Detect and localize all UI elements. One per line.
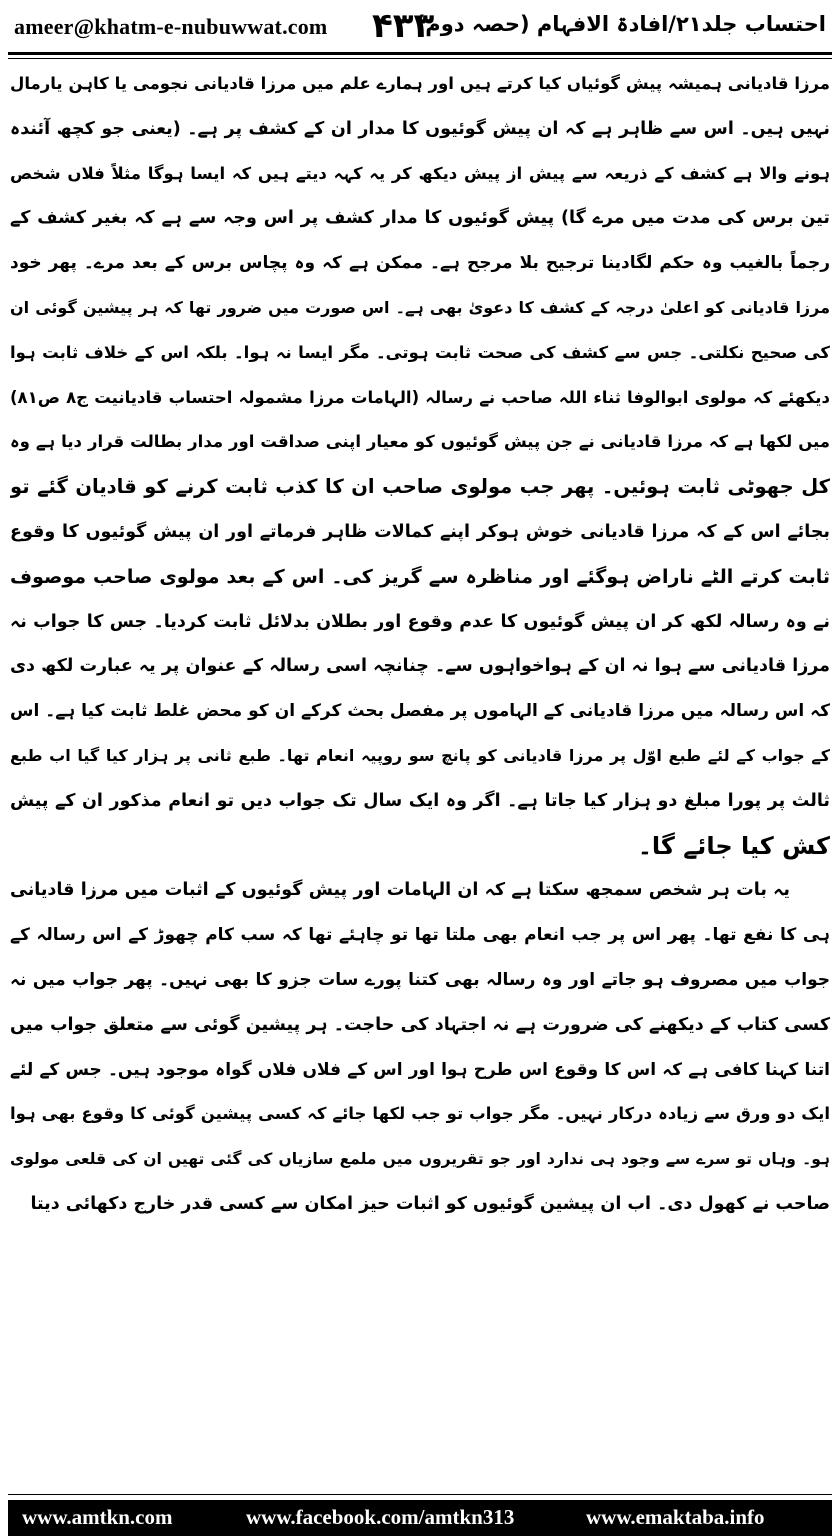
text-line: مرزا قادیانی کو اعلیٰ درجہ کے کشف کا دعویٰ بھی ہے۔ اس صورت میں ضرور تھا کہ ہر پیشین گوئی ان (10, 298, 830, 317)
page-header (0, 0, 840, 58)
page-number: ۴۳۳ (372, 6, 435, 46)
text-line: کش کیا جائے گا۔ (637, 831, 830, 860)
footer-link-emaktaba[interactable]: www.emaktaba.info (586, 1505, 765, 1529)
text-line: کی صحیح نکلتی۔ جس سے کشف کی صحت ثابت ہوتی۔ مگر ایسا نہ ہوا۔ بلکہ اس کے خلاف ثابت ہوا (10, 342, 830, 362)
text-line: ہو۔ وہاں تو سرے سے وجود ہی ندارد اور جو تقریروں میں ملمع سازیاں کی گئی تھیں ان کی قلعی مولوی (10, 1150, 830, 1169)
text-line: میں لکھا ہے کہ مرزا قادیانی نے جن پیش گوئیوں کو معیار اپنی صداقت اور مدار بطالت قرار دیا ہے وہ (10, 432, 830, 452)
text-line: ہونے والا ہے کشف کے ذریعہ سے پیش از پیش دیکھ کر یہ کہہ دیتے ہیں کہ ایسا ہوگا مثلاً فلاں شخص (10, 163, 830, 183)
text-line: اتنا کہنا کافی ہے کہ اس کا وقوع اس طرح ہوا اور اس کے فلاں فلاں گواہ موجود ہیں۔ جس کے لئے (10, 1059, 830, 1080)
page-title: احتساب جلد۲۱/افادۃ الافہام (حصہ دوم) (415, 12, 826, 36)
text-line: کہ اس رسالہ میں مرزا قادیانی کے الہاموں پر مفصل بحث کرکے ان کو محض غلط ثابت کیا ہے۔ اس (10, 701, 830, 722)
document-body (10, 62, 830, 1472)
text-line: مرزا قادیانی سے ہوا نہ ان کے ہواخواہوں سے۔ چنانچہ اسی رسالہ کے عنوان پر یہ عبارت لکھ دی (10, 656, 830, 677)
footer-link-amtkn[interactable]: www.amtkn.com (22, 1505, 173, 1529)
text-line: ثالث پر پورا مبلغ دو ہزار کیا جاتا ہے۔ اگر وہ ایک سال تک جواب دیں تو انعام مذکور ان کے پیش (10, 790, 830, 811)
text-line: کل جھوٹی ثابت ہوئیں۔ پھر جب مولوی صاحب ان کا کذب ثابت کرنے کو قادیان گئے تو (10, 475, 830, 499)
text-line: دیکھئے کہ مولوی ابوالوفا ثناء اللہ صاحب نے رسالہ (الہامات مرزا مشمولہ احتساب قادیانیت ج۸ ص۸۱) (10, 387, 830, 407)
text-line: جواب میں مصروف ہو جاتے اور وہ رسالہ بھی کتنا پورے سات جزو کا بھی نہیں۔ پھر جواب میں نہ (10, 970, 830, 990)
email-address: ameer@khatm-e-nubuwwat.com (14, 14, 328, 39)
text-line: تین برس کی مدت میں مرے گا) پیش گوئیوں کا مدار کشف پر اس وجہ سے ہے کہ بغیر کشف کے (10, 208, 830, 229)
text-line: کسی کتاب کے دیکھنے کی ضرورت ہے نہ اجتہاد کی حاجت۔ ہر پیشین گوئی سے متعلق جواب میں (10, 1014, 830, 1035)
header-rule-thin (8, 58, 832, 59)
text-line: مرزا قادیانی ہمیشہ پیش گوئیاں کیا کرتے ہیں اور ہمارے علم میں مرزا قادیانی نجومی یا کاہن یارمال (10, 74, 830, 93)
text-line: کے جواب کے لئے طبع اوّل پر مرزا قادیانی کو پانچ سو روپیہ انعام تھا۔ طبع ثانی پر ہزار کیا گیا اب طبع (10, 746, 830, 765)
text-line: نہیں ہیں۔ اس سے ظاہر ہے کہ ان پیش گوئیوں کا مدار ان کے کشف پر ہے۔ (یعنی جو کچھ آئندہ (10, 118, 830, 139)
text-line: بجائے اس کے کہ مرزا قادیانی خوش ہوکر اپنے کمالات ظاہر فرماتے اور ان پیش گوئیوں کا وقوع (10, 522, 830, 542)
text-line: ثابت کرتے الٹے ناراض ہوگئے اور مناظرہ سے گریز کی۔ اس کے بعد مولوی صاحب موصوف (10, 565, 830, 588)
text-line: صاحب نے کھول دی۔ اب ان پیشین گوئیوں کو اثبات حیز امکان سے کسی قدر خارج دکھائی دیتا (30, 1194, 830, 1214)
text-line: نے وہ رسالہ لکھ کر ان پیش گوئیوں کا عدم وقوع اور بطلان بدلائل ثابت کردیا۔ جس کا جواب نہ (10, 611, 830, 632)
header-rule (8, 52, 832, 55)
text-line: یہ بات ہر شخص سمجھ سکتا ہے کہ ان الہامات اور پیش گوئیوں کے اثبات میں مرزا قادیانی (10, 880, 790, 901)
text-line: ایک دو ورق سے زیادہ درکار نہیں۔ مگر جواب تو جب لکھا جائے کہ کسی پیشین گوئی کا وقوع بھی ہوا (10, 1104, 830, 1124)
footer-link-facebook[interactable]: www.facebook.com/amtkn313 (246, 1505, 515, 1529)
footer-bar (8, 1500, 832, 1536)
text-line: ہی کا نفع تھا۔ پھر اس پر جب انعام بھی ملتا تھا تو چاہئے تھا کہ سب کام چھوڑ کے اس رسالہ کے (10, 925, 830, 946)
text-line: رجماً بالغیب وہ حکم لگادینا ترجیح بلا مرجح ہے۔ ممکن ہے کہ وہ پچاس برس کے بعد مرے۔ پھر خود (10, 253, 830, 274)
footer-rule (8, 1494, 832, 1495)
